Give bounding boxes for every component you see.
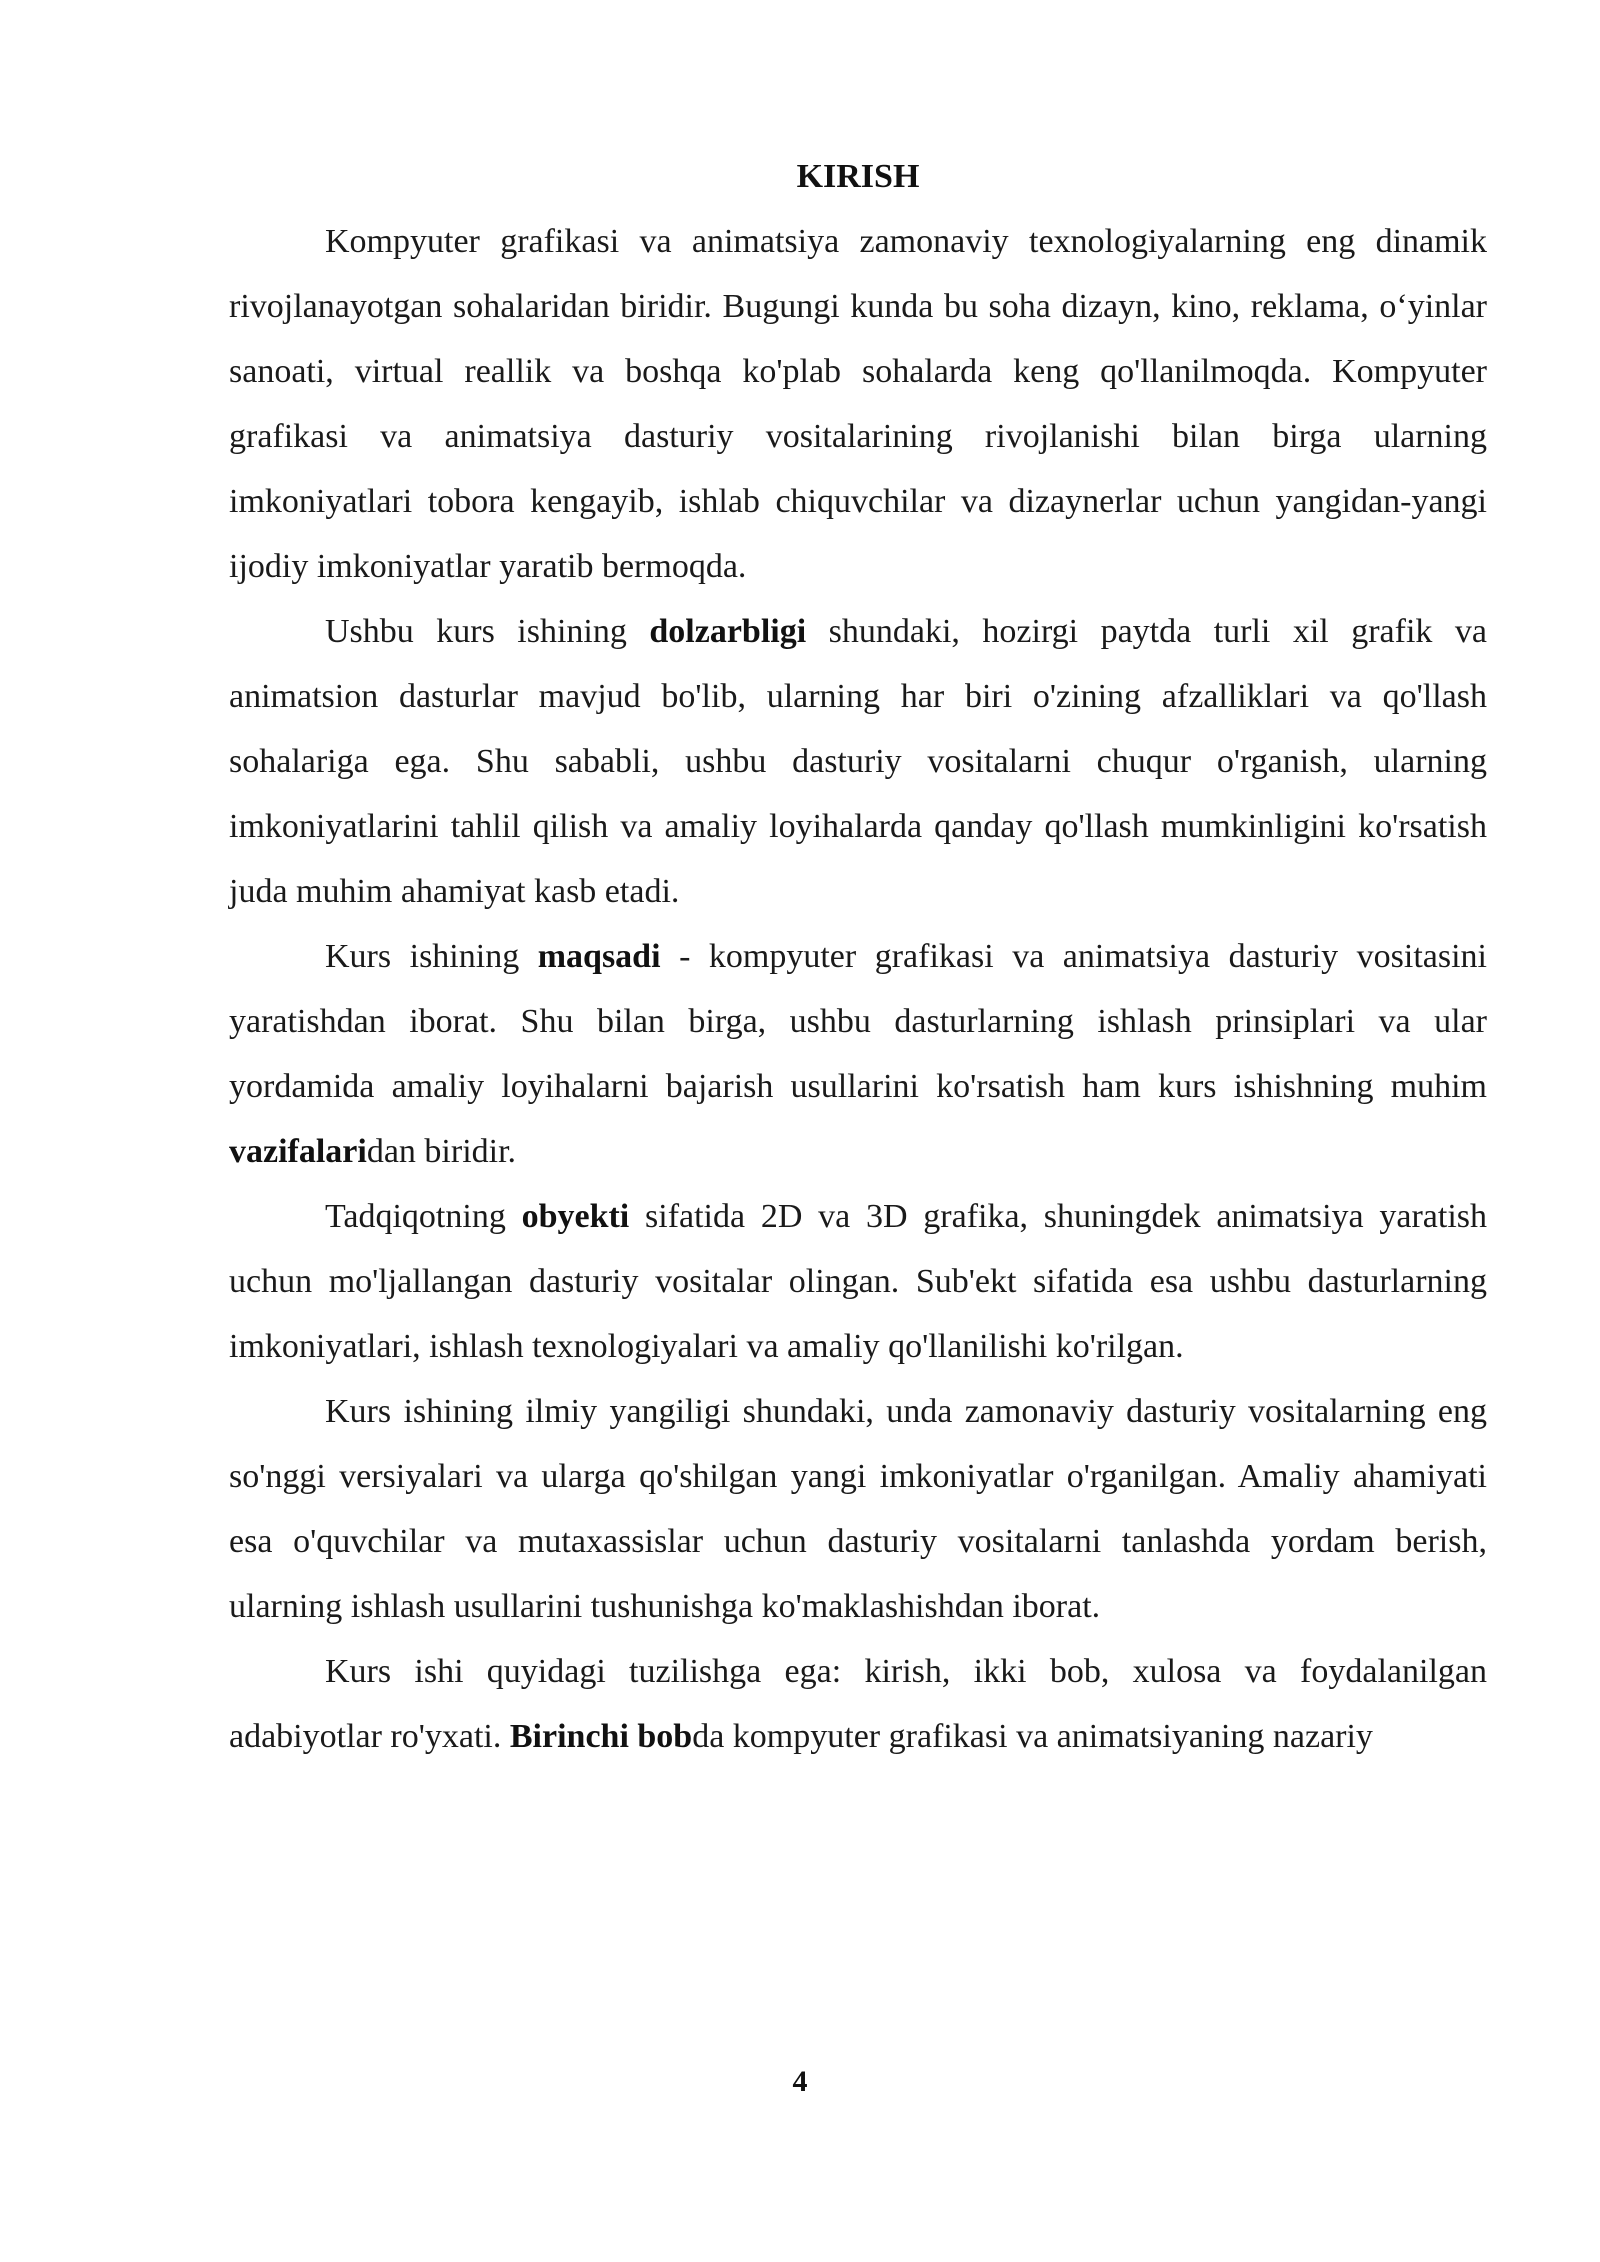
paragraph [229, 924, 1487, 1184]
paragraph [229, 1184, 1487, 1379]
paragraph [229, 1639, 1487, 1769]
page-content [229, 144, 1487, 1769]
section-heading: KIRISH [796, 158, 920, 195]
text-run: Kurs ishining [325, 938, 538, 975]
text-run: - kompyuter grafikasi va animatsiya dasturiy vositasini yaratishdan iborat. Shu bilan birga, ushbu dasturlarning ishlash prinsiplari va ular yordamida amaliy loyihalarni bajarish usullarini ko'rsatish ham kurs ishishning muhim [229, 938, 1487, 1105]
paragraph [229, 209, 1487, 599]
paragraph [229, 599, 1487, 924]
text-run: Tadqiqotning [325, 1198, 522, 1235]
text-run: sifatida 2D va 3D grafika, shuningdek animatsiya yaratish uchun mo'ljallangan dasturiy vositalar olingan. Sub'ekt sifatida esa ushbu dasturlarning imkoniyatlari, ishlash texnologiyalari va amaliy qo'llanilishi ko'rilgan. [229, 1198, 1487, 1365]
text-run: Kompyuter grafikasi va animatsiya zamonaviy texnologiyalarning eng dinamik rivojlanayotgan sohalaridan biridir. Bugungi kunda bu soha dizayn, kino, reklama, o‘yinlar sanoati, virtual reallik va boshqa ko'plab sohalarda keng qo'llanilmoqda. Kompyuter grafikasi va animatsiya dasturiy vositalarining rivojlanishi bilan birga ularning imkoniyatlari tobora kengayib, ishlab chiquvchilar va dizaynerlar uchun yangidan-yangi ijodiy imkoniyatlar yaratib bermoqda. [229, 223, 1487, 585]
page-number: 4 [792, 2065, 808, 2098]
text-run: dan biridir. [366, 1133, 517, 1170]
text-run: da kompyuter grafikasi va animatsiyaning nazariy [692, 1718, 1373, 1755]
text-run: Kurs ishining ilmiy yangiligi shundaki, unda zamonaviy dasturiy vositalarning eng so'nggi versiyalari va ularga qo'shilgan yangi imkoniyatlar o'rganilgan. Amaliy ahamiyati esa o'quvchilar va mutaxassislar uchun dasturiy vositalarni tanlashda yordam berish, ularning ishlash usullarini tushunishga ko'maklashishdan iborat. [229, 1393, 1487, 1625]
bold-term: obyekti [521, 1198, 630, 1235]
text-run: Kurs ishi quyidagi tuzilishga ega: kirish, ikki bob, xulosa va foydalanilgan adabiyotlar ro'yxati. [229, 1653, 1487, 1755]
paragraph [229, 1379, 1487, 1639]
bold-term: dolzarbligi [649, 613, 807, 650]
text-run: Ushbu kurs ishining [325, 613, 650, 650]
body-text [229, 209, 1487, 1769]
bold-term: maqsadi [537, 938, 661, 975]
bold-term: vazifalari [229, 1133, 367, 1170]
bold-term: Birinchi bob [509, 1718, 693, 1755]
text-run: shundaki, hozirgi paytda turli xil grafik va animatsion dasturlar mavjud bo'lib, ularning har biri o'zining afzalliklari va qo'llash sohalariga ega. Shu sababli, ushbu dasturiy vositalarni chuqur o'rganish, ularning imkoniyatlarini tahlil qilish va amaliy loyihalarda qanday qo'llash mumkinligini ko'rsatish juda muhim ahamiyat kasb etadi. [229, 613, 1487, 910]
